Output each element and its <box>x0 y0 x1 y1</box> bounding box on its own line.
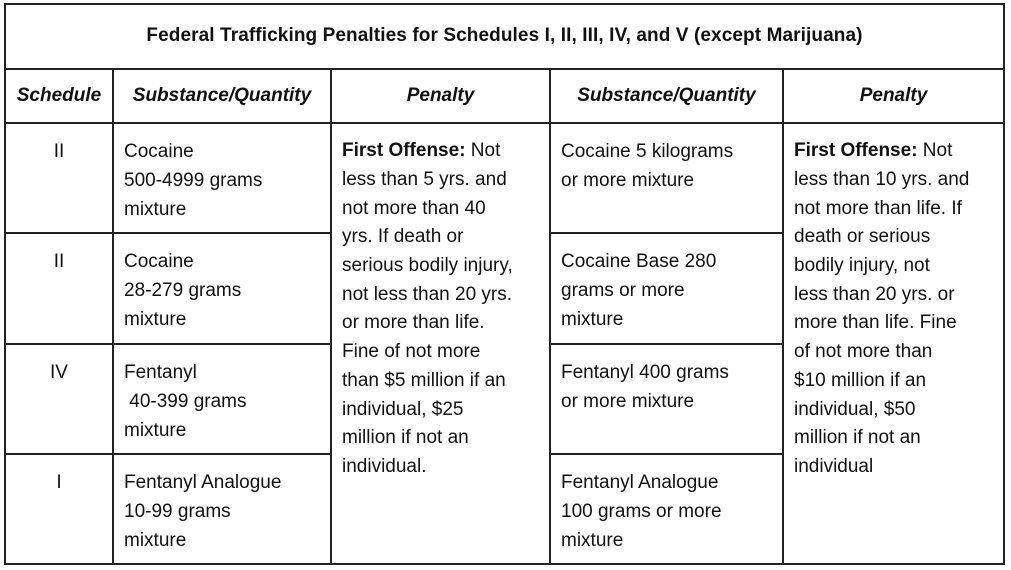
substance-quantity-cell <box>550 454 783 564</box>
header-penalty-2: Penalty <box>783 69 1004 124</box>
penalty-text: Not less than 10 yrs. and not more than life. If death or serious bodily injury, not less than 20 yrs. or more than life. Fine of not more than $10 million if an individual, $50 million if not an individual <box>794 140 970 477</box>
penalty-cell-lower-threshold <box>331 123 550 564</box>
trafficking-penalties-table <box>4 3 1005 565</box>
substance-text: Fentanyl 40-399 grams mixture <box>124 361 247 441</box>
substance-quantity-cell <box>550 123 783 233</box>
header-substance-quantity-1: Substance/Quantity <box>113 69 331 124</box>
header-row <box>5 69 1004 124</box>
first-offense-label: First Offense: <box>794 140 918 162</box>
substance-quantity-cell <box>113 123 331 233</box>
schedule-cell: IV <box>5 344 113 454</box>
substance-text: Cocaine 28-279 grams mixture <box>124 251 242 331</box>
substance-text: Cocaine Base 280 grams or more mixture <box>561 251 717 331</box>
penalty-text: Not less than 5 yrs. and not more than 40 yrs. If death or serious bodily injury, not less than 20 yrs. or more than life. Fine of not more than $5 million if an individual, $25 million if not an individual. <box>342 140 513 477</box>
substance-text: Cocaine 500-4999 grams mixture <box>124 141 263 221</box>
table-row <box>5 123 1004 233</box>
schedule-cell: I <box>5 454 113 564</box>
substance-quantity-cell <box>550 233 783 343</box>
substance-quantity-cell <box>113 344 331 454</box>
title-row <box>5 4 1004 69</box>
substance-quantity-cell <box>113 233 331 343</box>
substance-text: Fentanyl Analogue 100 grams or more mixture <box>561 471 722 551</box>
substance-text: Fentanyl Analogue 10-99 grams mixture <box>124 471 282 551</box>
substance-quantity-cell <box>550 344 783 454</box>
schedule-cell: II <box>5 233 113 343</box>
schedule-cell: II <box>5 123 113 233</box>
substance-quantity-cell <box>113 454 331 564</box>
substance-text: Fentanyl 400 grams or more mixture <box>561 361 729 412</box>
penalty-cell-upper-threshold <box>783 123 1004 564</box>
header-schedule: Schedule <box>5 69 113 124</box>
header-substance-quantity-2: Substance/Quantity <box>550 69 783 124</box>
first-offense-label: First Offense: <box>342 140 466 162</box>
table-title: Federal Trafficking Penalties for Schedules I, II, III, IV, and V (except Marijuana) <box>5 4 1004 69</box>
substance-text: Cocaine 5 kilograms or more mixture <box>561 141 734 192</box>
header-penalty-1: Penalty <box>331 69 550 124</box>
